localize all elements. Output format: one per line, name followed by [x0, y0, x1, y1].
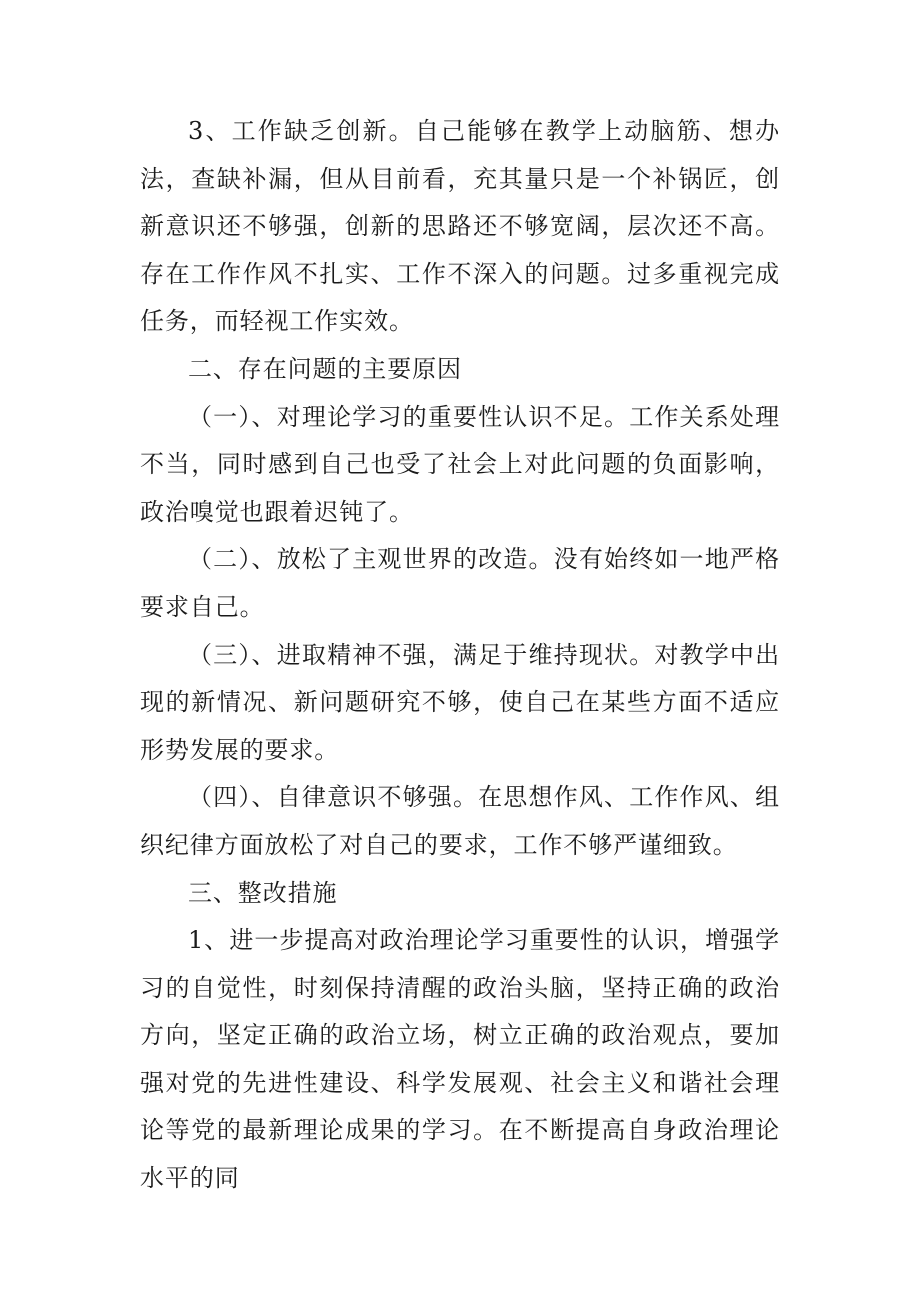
paragraph-cause-1: （一）、对理论学习的重要性认识不足。工作关系处理不当，同时感到自己也受了社会上对此问题的负面影响，政治嗅觉也跟着迟钝了。: [140, 402, 780, 526]
document-body: [140, 108, 780, 1203]
paragraph-cause-2: （二）、放松了主观世界的改造。没有始终如一地严格要求自己。: [140, 545, 780, 621]
paragraph-cause-3: （三）、进取精神不强，满足于维持现状。对教学中出现的新情况、新问题研究不够，使自己在某些方面不适应形势发展的要求。: [140, 640, 780, 764]
paragraph-measure-1: 1、进一步提高对政治理论学习重要性的认识，增强学习的自觉性，时刻保持清醒的政治头脑，坚持正确的政治方向，坚定正确的政治立场，树立正确的政治观点，要加强对党的先进性建设、科学发展观、社会主义和谐社会理论等党的最新理论成果的学习。在不断提高自身政治理论水平的同: [140, 926, 780, 1193]
paragraph-cause-4: （四）、自律意识不够强。在思想作风、工作作风、组织纪律方面放松了对自己的要求，工作不够严谨细致。: [140, 783, 780, 859]
paragraph-innovation-lacking: 3、工作缺乏创新。自己能够在教学上动脑筋、想办法，查缺补漏，但从目前看，充其量只是一个补锅匠，创新意识还不够强，创新的思路还不够宽阔，层次还不高。存在工作作风不扎实、工作不深入的问题。过多重视完成任务，而轻视工作实效。: [140, 117, 780, 336]
section-heading-rectification: 三、整改措施: [188, 878, 338, 907]
section-heading-main-causes: 二、存在问题的主要原因: [188, 354, 462, 383]
